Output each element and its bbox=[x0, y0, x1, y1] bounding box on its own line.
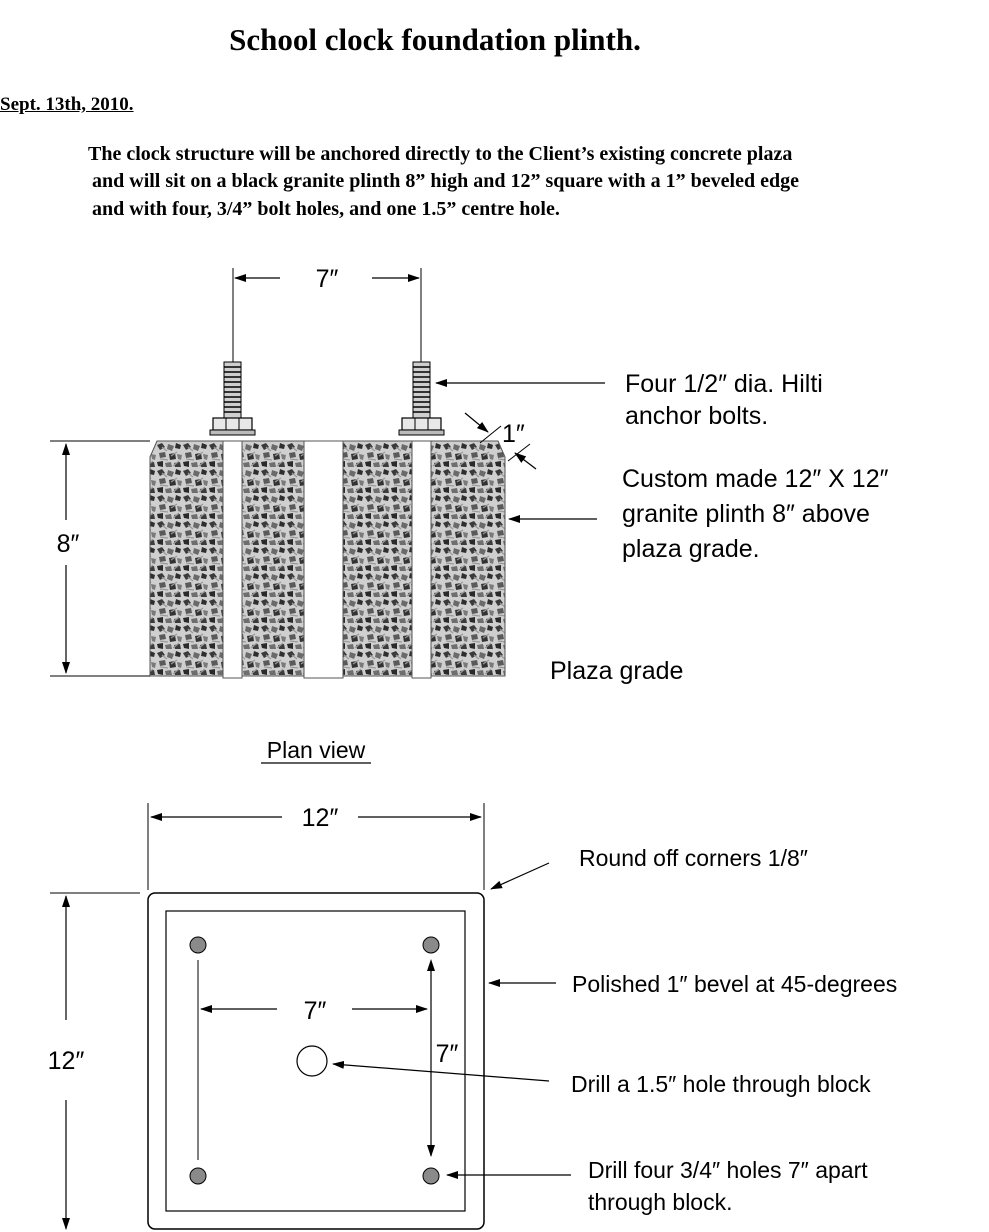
bolt-hole-top-right bbox=[423, 937, 439, 953]
page-title: School clock foundation plinth. bbox=[229, 22, 641, 57]
plan-width-dimension bbox=[148, 803, 484, 890]
height-dimension bbox=[50, 441, 150, 676]
bolt-label-line-1: Four 1/2″ dia. Hilti bbox=[625, 370, 823, 398]
plan-height-label: 12″ bbox=[47, 1047, 85, 1075]
bolt-hole-bottom-right bbox=[423, 1168, 439, 1184]
hole-spacing-x-label: 7″ bbox=[303, 997, 327, 1025]
bevel-label: 1″ bbox=[502, 420, 525, 448]
anchor-bolt-right bbox=[399, 362, 444, 435]
bolt-holes-note-line-1: Drill four 3/4″ holes 7″ apart bbox=[588, 1157, 868, 1183]
plinth-label-line-2: granite plinth 8″ above bbox=[622, 500, 870, 528]
elevation-view bbox=[50, 265, 889, 685]
bolt-spacing-label: 7″ bbox=[315, 265, 339, 293]
bolt-hole-bottom-left bbox=[190, 1168, 206, 1184]
date-label: Sept. 13th, 2010. bbox=[0, 94, 134, 115]
plan-view bbox=[48, 737, 898, 1229]
centre-hole-note: Drill a 1.5″ hole through block bbox=[571, 1071, 871, 1097]
bevel-note: Polished 1″ bevel at 45-degrees bbox=[572, 971, 898, 997]
plinth-label-line-3: plaza grade. bbox=[622, 535, 760, 563]
bolt-holes-note-line-2: through block. bbox=[588, 1189, 733, 1215]
plan-height-dimension bbox=[48, 893, 140, 1229]
centre-hole bbox=[297, 1046, 327, 1076]
plan-width-label: 12″ bbox=[301, 804, 339, 832]
description-line-3: and with four, 3/4” bolt holes, and one 1.5” centre hole. bbox=[92, 198, 560, 220]
bolt-label-line-2: anchor bolts. bbox=[625, 402, 769, 430]
corner-leader-arrow bbox=[491, 863, 549, 889]
plinth-label-line-1: Custom made 12″ X 12″ bbox=[622, 465, 889, 493]
bolt-hole-top-left bbox=[190, 937, 206, 953]
height-label: 8″ bbox=[56, 530, 80, 558]
centre-slot bbox=[304, 441, 343, 678]
hole-spacing-y-label: 7″ bbox=[435, 1040, 459, 1068]
anchor-bolt-left bbox=[210, 362, 255, 435]
bolt-spacing-dimension bbox=[233, 265, 421, 362]
description-line-1: The clock structure will be anchored directly to the Client’s existing concrete plaza bbox=[88, 143, 793, 165]
description-line-2: and will sit on a black granite plinth 8” high and 12” square with a 1” beveled edge bbox=[92, 170, 799, 192]
bolt-slot-left bbox=[223, 441, 242, 678]
plan-view-heading: Plan view bbox=[266, 737, 366, 763]
plaza-grade-label: Plaza grade bbox=[550, 657, 684, 685]
corner-note: Round off corners 1/8″ bbox=[579, 845, 808, 871]
bolt-slot-right bbox=[412, 441, 431, 678]
